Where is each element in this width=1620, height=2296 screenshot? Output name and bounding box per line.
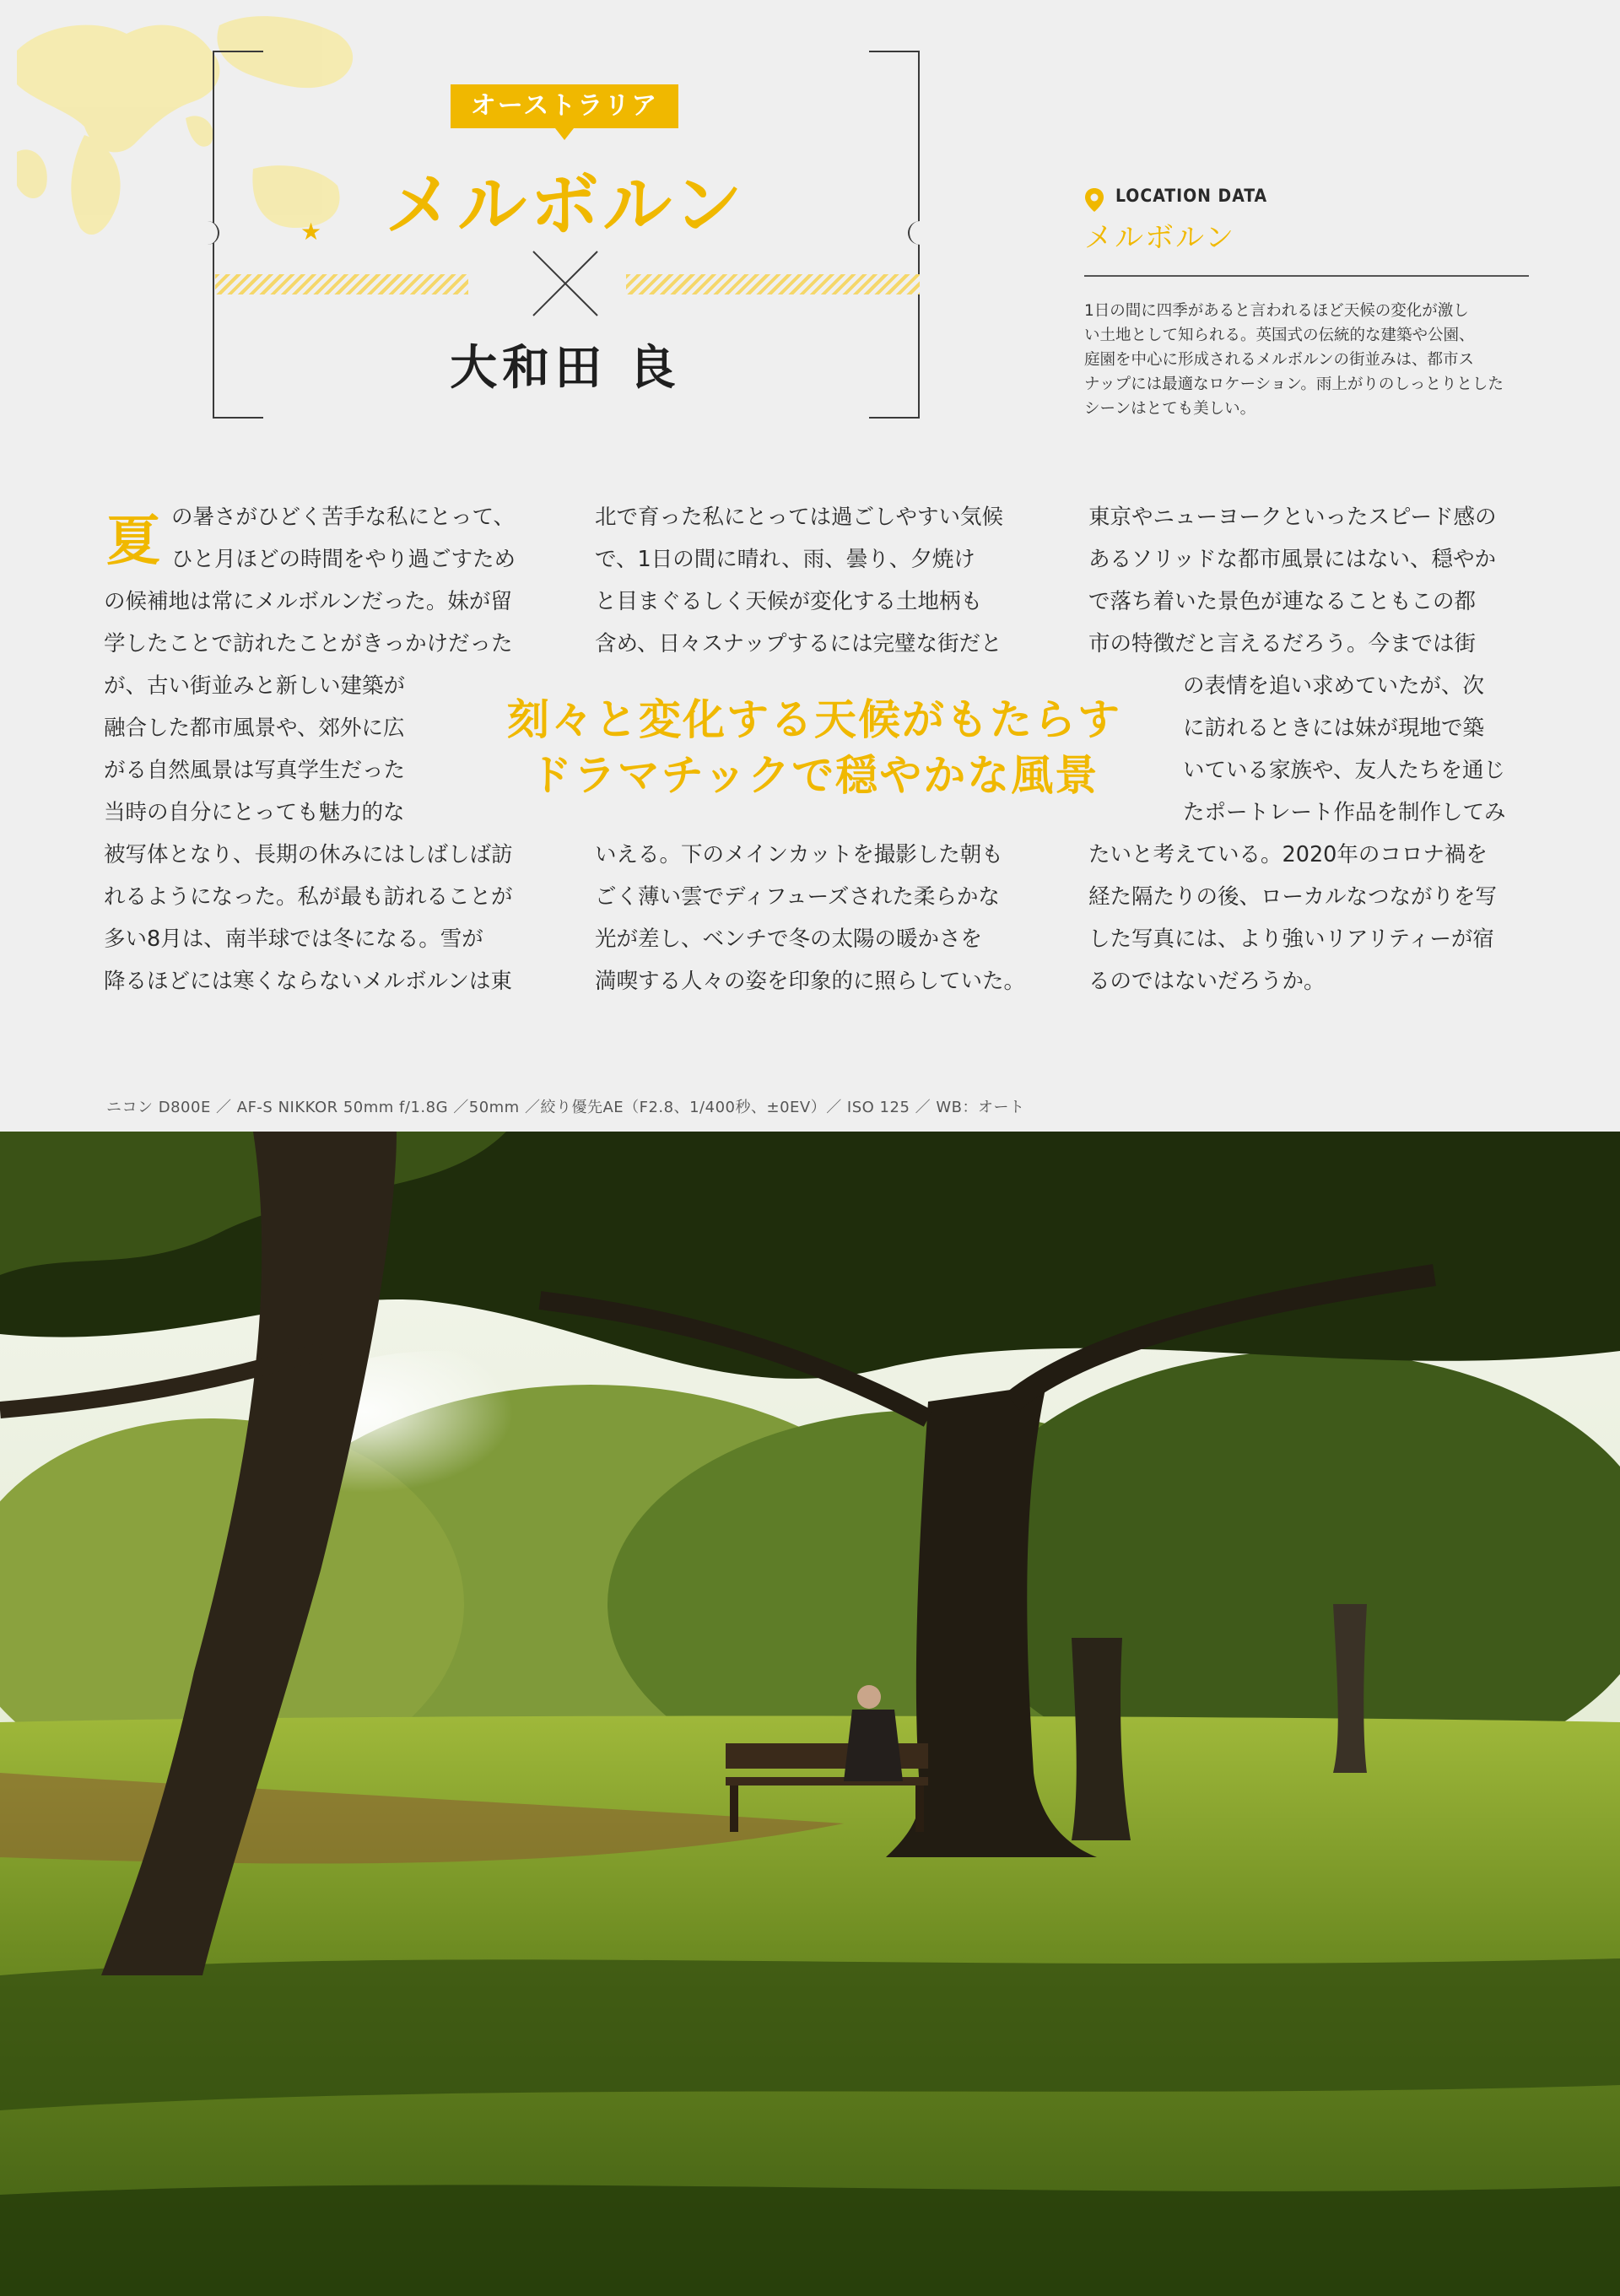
location-pin-icon [1084,187,1104,213]
photographer-name: 大和田 良 [450,341,681,396]
country-tag: オーストラリア [451,84,678,128]
location-description: 1日の間に四季があると言われるほど天候の変化が激し い土地として知られる。英国式の伝統的な建築や公園、 庭園を中心に形成されるメルボルンの街並みは、都市ス ナップには最適なロケーション。雨上がりのしっとりとした シーンはとても美しい。 [1084,302,1504,418]
park-photo [0,1132,1620,2296]
article-column-2: 北で育った私にとっては過ごしやすい気候 で、1日の間に晴れ、雨、曇り、夕焼け と目まぐるしく天候が変化する土地柄も 含め、日々スナップするには完璧な街だと いえる。下のメインカットを撮影した朝も ごく薄い雲でディフューズされた柔らかな 光が差し、ベンチで冬の太陽の暖かさを 満喫する人々の姿を印象的に照らしていた。 [595,505,1026,994]
city-title: メルボルン [385,165,746,246]
pull-quote: 刻々と変化する天候がもたらす ドラマチックで穏やかな風景 [507,695,1121,800]
article-column-3: 東京やニューヨークといったスピード感の あるソリッドな都市風景にはない、穏やか で落ち着いた景色が連なることもこの都 市の特徴だと言えるだろう。今までは街 の表情を追い求めていたが、次 に訪れるときには妹が現地で築 いている家族や、友人たちを通じ たポートレート作品を制作してみ たいと考えている。2020年のコロナ禍を 経た隔たりの後、ローカルなつながりを写 した写真には、より強いリアリティーが宿 るのではないだろうか。 [1088,505,1506,994]
location-star-icon: ★ [300,218,322,246]
location-data-label: LOCATION DATA [1115,186,1268,206]
article-column-1: の暑さがひどく苦手な私にとって、 ひと月ほどの時間をやり過ごすため の候補地は常にメルボルンだった。妹が留 学したことで訪れたことがきっかけだった が、古い街並みと新しい建築が 融合した都市風景や、郊外に広 がる自然風景は写真学生だった 当時の自分にとっても魅力的な 被写体となり、長期の休みにはしばしば訪 れるようになった。私が最も訪れることが 多い8月は、南半球では冬になる。雪が 降るほどには寒くならないメルボルンは東 [104,505,516,994]
location-divider [1084,275,1529,277]
hatch-divider-left [215,274,468,294]
cross-icon [532,250,599,317]
location-city: メルボルン [1084,221,1236,255]
photo-caption: ニコン D800E ／ AF-S NIKKOR 50mm f/1.8G ／50mm ／絞り優先AE（F2.8、1/400秒、±0EV）／ ISO 125 ／ WB：オート [106,1099,1025,1116]
drop-cap: 夏 [106,511,160,573]
hatch-divider-right [626,274,920,294]
